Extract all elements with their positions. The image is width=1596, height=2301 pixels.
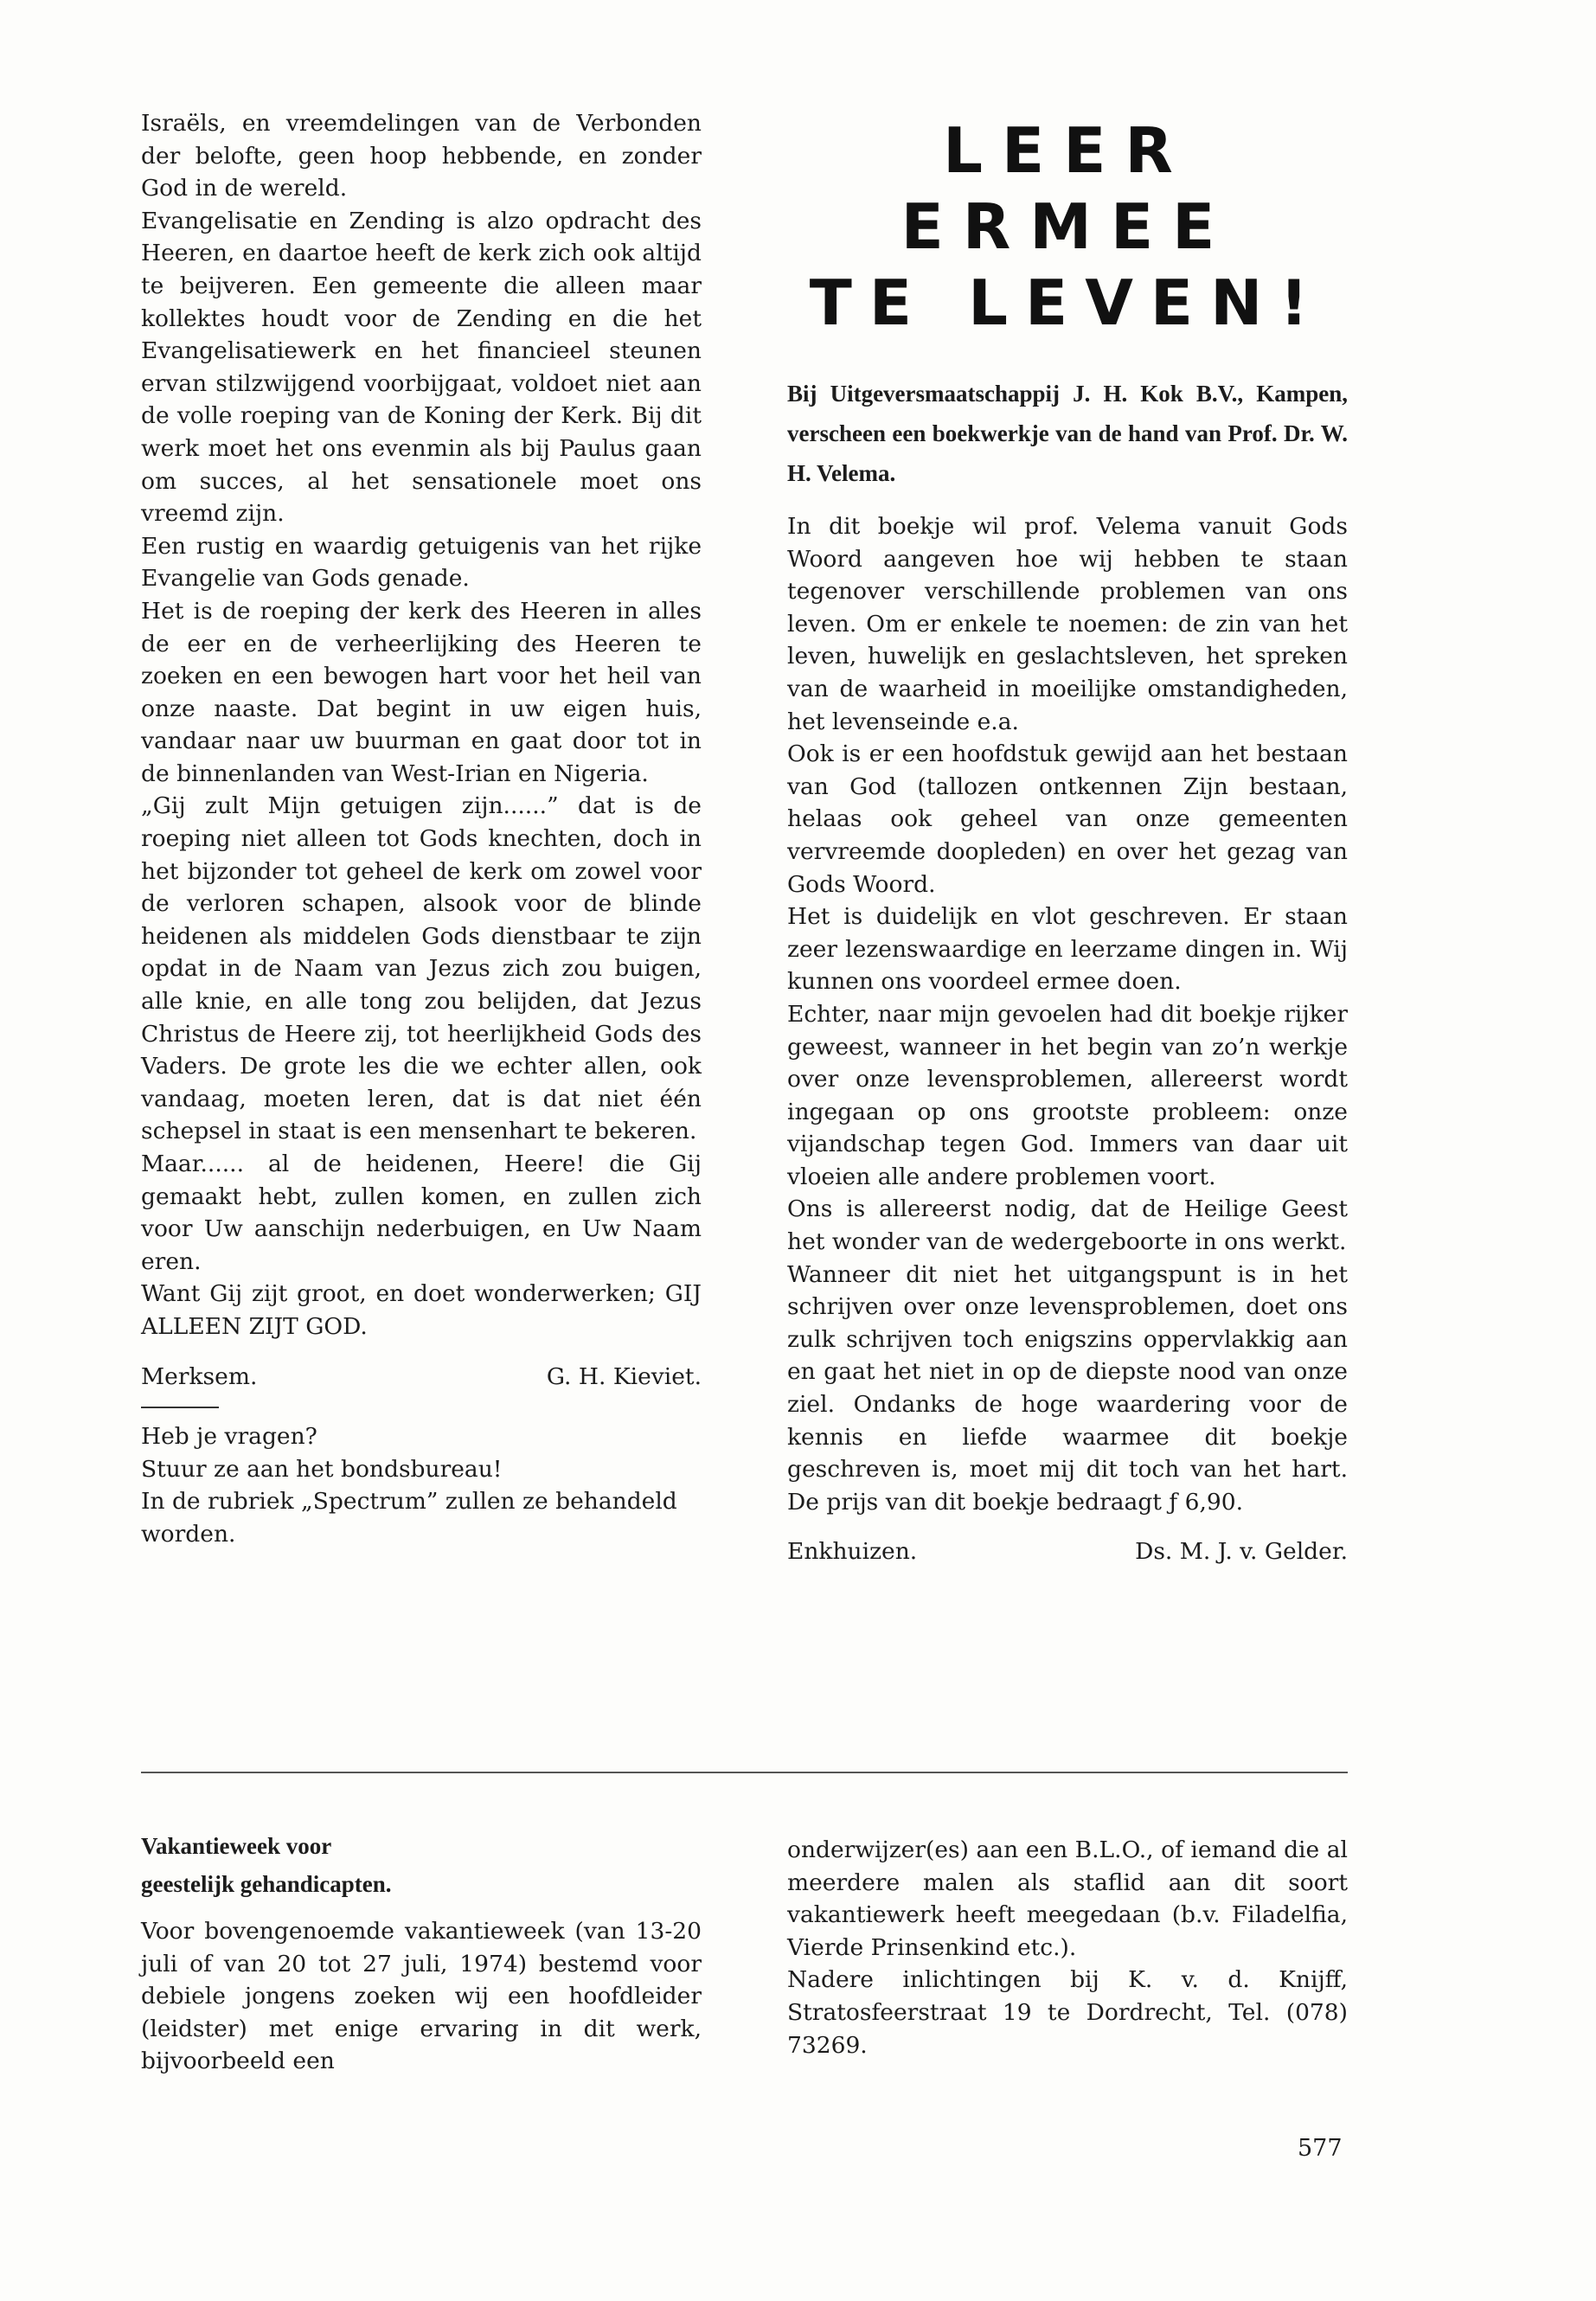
short-divider — [141, 1407, 219, 1408]
paragraph: Want Gij zijt groot, en doet wonderwerken; GIJ ALLEEN ZIJT GOD. — [141, 1280, 702, 1340]
article-headline — [787, 112, 1348, 341]
notice-text: Voor bovengenoemde vakantieweek (van 13-20 juli of van 20 tot 27 juli, 1974) bestemd voor debiele jongens zoeken wij een hoofdleider (leidster) met enige ervaring in dit werk, bijvoorbeeld een — [141, 1918, 702, 2075]
paragraph: Ons is allereerst nodig, dat de Heilige Geest het wonder van de wedergeboorte in ons werkt. — [787, 1195, 1348, 1256]
signature-author: G. H. Kieviet. — [546, 1362, 702, 1390]
left-signature — [141, 1361, 702, 1394]
paragraph: Het is de roeping der kerk des Heeren in alles de eer en de verheerlijking des Heeren te zoeken en een bewogen hart voor het heil van onze naaste. Dat begint in uw eigen huis, vandaar naar uw buurman en gaat door tot in de binnenlanden van West-Irian en Nigeria. — [141, 597, 702, 787]
paragraph: Een rustig en waardig getuigenis van het rijke Evangelie van Gods genade. — [141, 532, 702, 593]
right-column — [787, 107, 1348, 1568]
signature-author: Ds. M. J. v. Gelder. — [1135, 1538, 1348, 1566]
left-column — [141, 107, 702, 1551]
paragraph: „Gij zult Mijn getuigen zijn......” dat is de roeping niet alleen tot Gods knechten, doch in het bijzonder tot geheel de kerk om zowel voor de verloren schapen, alsook voor de blinde heidenen als middelen Gods dienstbaar te zijn opdat in de Naam van Jezus zich zou buigen, alle knie, en alle tong zou belijden, dat Jezus Christus de Heere zij, tot heerlijkheid Gods des Vaders. De grote les die we echter allen, ook vandaag, moeten leren, dat is dat niet één schepsel in staat is een mensenhart te bekeren. — [141, 792, 702, 1145]
notice-heading: Vakantieweek voor — [141, 1833, 332, 1859]
notice-heading: geestelijk gehandicapten. — [141, 1871, 392, 1897]
question-notice — [141, 1420, 702, 1550]
right-signature — [787, 1535, 1348, 1568]
left-article-body — [141, 107, 702, 1343]
headline-line: TE LEVEN! — [809, 266, 1326, 339]
page-number: 577 — [1298, 2135, 1343, 2162]
paragraph: Het is duidelijk en vlot geschreven. Er staan zeer lezenswaardige en leerzame dingen in. Wij kunnen ons voordeel ermee doen. — [787, 903, 1348, 996]
paragraph: Evangelisatie en Zending is alzo opdracht des Heeren, en daartoe heeft de kerk zich ook altijd te beijveren. Een gemeente die alleen maar kollektes houdt voor de Zending en die het Evangelisatiewerk en het financieel steunen ervan stilzwijgend voorbijgaat, voldoet niet aan de volle roeping van de Koning der Kerk. Bij dit werk moet het ons evenmin als bij Paulus gaan om succes, al het sensationele moet ons vreemd zijn. — [141, 207, 702, 528]
signature-place: Enkhuizen. — [787, 1538, 918, 1566]
notice-continued — [787, 1834, 1348, 2061]
notice-line: Stuur ze aan het bondsbureau! — [141, 1455, 503, 1483]
signature-place: Merksem. — [141, 1362, 258, 1390]
notice-line: Heb je vragen? — [141, 1423, 317, 1451]
notice-line: In de rubriek „Spectrum” zullen ze behandeld worden. — [141, 1488, 677, 1548]
bottom-right-column — [787, 1834, 1348, 2061]
paragraph: In dit boekje wil prof. Velema vanuit Gods Woord aangeven hoe wij hebben te staan tegenover verschillende problemen van ons leven. Om er enkele te noemen: de zin van het leven, huwelijk en geslachtsleven, het spreken van de waarheid in moeilijke omstandigheden, het levenseinde e.a. — [787, 513, 1348, 735]
paragraph: Maar...... al de heidenen, Heere! die Gij gemaakt hebt, zullen komen, en zullen zich voor Uw aanschijn nederbuigen, en Uw Naam eren. — [141, 1150, 702, 1275]
paragraph: Nadere inlichtingen bij K. v. d. Knijff, Stratosfeerstraat 19 te Dordrecht, Tel. (078) 73269. — [787, 1966, 1348, 2059]
section-divider — [141, 1772, 1348, 1773]
headline-line: LEER ERMEE — [901, 114, 1234, 263]
paragraph: Ook is er een hoofdstuk gewijd aan het bestaan van God (tallozen ontkennen Zijn bestaan, helaas ook geheel van onze gemeenten vervreemde doopleden) en over het gezag van Gods Woord. — [787, 740, 1348, 898]
paragraph: onderwijzer(es) aan een B.L.O., of iemand die al meerdere malen als staflid aan dit soort vakantiewerk heeft meegedaan (b.v. Filadelfia, Vierde Prinsenkind etc.). — [787, 1836, 1348, 1961]
paragraph: Echter, naar mijn gevoelen had dit boekje rijker geweest, wanneer in het begin van zo’n werkje over onze levensproblemen, allereerst wordt ingegaan op ons grootste probleem: onze vijandschap tegen God. Immers van daar uit vloeien alle andere problemen voort. — [787, 1000, 1348, 1190]
right-article-body — [787, 510, 1348, 1518]
book-intro: Bij Uitgeversmaatschappij J. H. Kok B.V., Kampen, verscheen een boekwerkje van de hand van Prof. Dr. W. H. Velema. — [787, 381, 1348, 486]
bottom-left-column — [141, 1827, 702, 2078]
paragraph: Wanneer dit niet het uitgangspunt is in het schrijven over onze levensproblemen, doet ons zulk schrijven toch enigszins oppervlakkig aan en gaat het niet in op de diepste nood van onze ziel. Ondanks de hoge waardering voor de kennis en liefde waarmee dit boekje geschreven is, moet mij dit toch van het hart. De prijs van dit boekje bedraagt ƒ 6,90. — [787, 1260, 1348, 1516]
paragraph: Israëls, en vreemdelingen van de Verbonden der belofte, geen hoop hebbende, en zonder God in de wereld. — [141, 110, 702, 202]
